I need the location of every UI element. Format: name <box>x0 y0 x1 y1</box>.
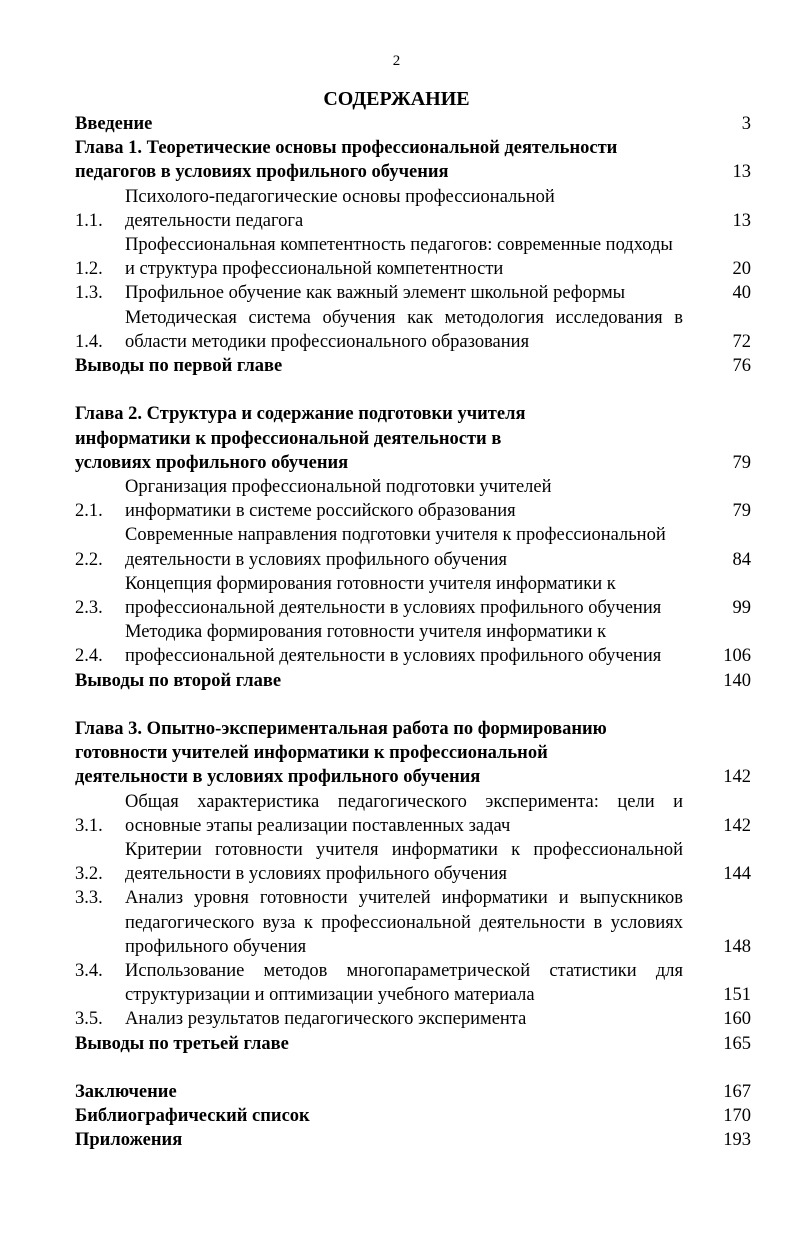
table-of-contents <box>75 112 751 1153</box>
toc-entry-1-3[interactable] <box>75 281 751 305</box>
toc-entry-text: Выводы по второй главе <box>75 670 282 691</box>
toc-entry-2-4[interactable] <box>75 620 751 668</box>
toc-entry-1-4[interactable] <box>75 306 751 354</box>
toc-entry-text: Профессиональная компетентность педагогов: современные подходы и структура профессиональной компетентности <box>125 235 673 280</box>
toc-entry-page: 142 <box>723 767 751 788</box>
toc-entry-text: Методическая система обучения как методология исследования в области методики профессионального образования <box>125 307 683 352</box>
toc-entry-2-2[interactable] <box>75 523 751 571</box>
toc-entry-number: 2.3. <box>75 598 103 619</box>
toc-entry-number: 1.2. <box>75 259 103 280</box>
toc-entry-page: 20 <box>732 259 751 280</box>
toc-entry-page: 79 <box>732 501 751 522</box>
toc-entry-text: Современные направления подготовки учителя к профессиональной деятельности в условиях профильного обучения <box>125 525 666 570</box>
toc-entry-1-1[interactable] <box>75 185 751 233</box>
toc-entry-text: Приложения <box>75 1130 183 1151</box>
toc-entry-page: 72 <box>732 331 751 352</box>
toc-entry-text: Выводы по третьей главе <box>75 1033 289 1054</box>
toc-entry-text: Введение <box>75 114 153 134</box>
toc-entry-page: 40 <box>732 283 751 304</box>
toc-entry-page: 160 <box>723 1009 751 1030</box>
toc-entry-page: 106 <box>723 646 751 667</box>
toc-entry-page: 151 <box>723 985 751 1006</box>
toc-entry-page: 3 <box>741 114 751 134</box>
toc-entry-text: Использование методов многопараметрической статистики для структуризации и оптимизации учебного материала <box>125 961 683 1006</box>
toc-entry-number: 3.3. <box>75 888 103 909</box>
toc-entry-page: 167 <box>723 1082 751 1103</box>
toc-entry-number: 3.2. <box>75 864 103 885</box>
toc-entry-2-3[interactable] <box>75 572 751 620</box>
toc-entry-number: 2.1. <box>75 501 103 522</box>
toc-entry-number: 2.2. <box>75 549 103 570</box>
toc-entry-conclusions-2[interactable] <box>75 669 751 693</box>
toc-entry-number: 3.1. <box>75 815 103 836</box>
toc-entry-text: Общая характеристика педагогического эксперимента: цели и основные этапы реализации поставленных задач <box>125 791 683 836</box>
toc-entry-text: Заключение <box>75 1082 177 1103</box>
toc-entry-page: 170 <box>723 1106 751 1127</box>
toc-entry-text: Концепция формирования готовности учителя информатики к профессиональной деятельности в условиях профильного обучения <box>125 573 662 619</box>
toc-entry-3-4[interactable] <box>75 959 751 1007</box>
toc-entry-conclusion[interactable] <box>75 1080 751 1104</box>
toc-entry-number: 1.1. <box>75 210 103 231</box>
toc-entry-page: 140 <box>723 670 751 691</box>
toc-entry-page: 165 <box>723 1033 751 1054</box>
toc-entry-page: 99 <box>732 598 751 619</box>
spacer <box>75 378 751 402</box>
toc-entry-text: Библиографический список <box>75 1106 310 1127</box>
toc-entry-number: 3.5. <box>75 1009 103 1030</box>
toc-entry-page: 76 <box>732 356 751 377</box>
toc-entry-text: Методика формирования готовности учителя информатики к профессиональной деятельности в условиях профильного обучения <box>125 622 662 667</box>
toc-entry-conclusions-3[interactable] <box>75 1032 751 1056</box>
toc-entry-chapter-2[interactable] <box>75 402 751 475</box>
toc-entry-bibliography[interactable] <box>75 1104 751 1128</box>
toc-entry-text: Глава 2. Структура и содержание подготовки учителя информатики к профессиональной деятельности в условиях профильного обучения <box>75 404 526 473</box>
toc-entry-text: Психолого-педагогические основы профессиональной деятельности педагога <box>125 186 555 231</box>
toc-entry-text: Организация профессиональной подготовки учителей информатики в системе российского образования <box>125 477 552 522</box>
toc-entry-3-3[interactable] <box>75 886 751 959</box>
toc-entry-page: 193 <box>723 1130 751 1151</box>
toc-entry-number: 3.4. <box>75 961 103 982</box>
toc-entry-text: Анализ результатов педагогического эксперимента <box>125 1009 527 1030</box>
toc-entry-intro[interactable] <box>75 112 751 136</box>
page-title: СОДЕРЖАНИЕ <box>323 88 470 110</box>
toc-entry-text: Выводы по первой главе <box>75 356 283 377</box>
toc-entry-1-2[interactable] <box>75 233 751 281</box>
toc-entry-text: Глава 1. Теоретические основы профессиональной деятельности педагогов в условиях профильного обучения <box>75 138 618 183</box>
toc-entry-conclusions-1[interactable] <box>75 354 751 378</box>
toc-entry-3-5[interactable] <box>75 1007 751 1031</box>
toc-entry-3-2[interactable] <box>75 838 751 886</box>
toc-entry-text: Анализ уровня готовности учителей информатики и выпускников педагогического вуза к профессиональной деятельности в условиях профильного обучения <box>125 888 683 957</box>
toc-entry-page: 148 <box>723 936 751 957</box>
toc-entry-chapter-3[interactable] <box>75 717 751 790</box>
toc-entry-2-1[interactable] <box>75 475 751 523</box>
spacer <box>75 1056 751 1080</box>
toc-entry-text: Профильное обучение как важный элемент школьной реформы <box>125 283 626 304</box>
toc-entry-number: 1.3. <box>75 283 103 304</box>
toc-entry-text: Критерии готовности учителя информатики к профессиональной деятельности в условиях профильного обучения <box>125 840 683 885</box>
toc-entry-page: 144 <box>723 864 751 885</box>
toc-entry-appendix[interactable] <box>75 1128 751 1152</box>
toc-entry-page: 13 <box>732 162 751 183</box>
spacer <box>75 693 751 717</box>
toc-entry-chapter-1[interactable] <box>75 136 751 184</box>
toc-entry-page: 79 <box>732 452 751 473</box>
page-number: 2 <box>392 53 401 69</box>
toc-entry-number: 1.4. <box>75 331 103 352</box>
toc-entry-text: Глава 3. Опытно-экспериментальная работа по формированию готовности учителей информатики к профессиональной деятельности в условиях профильного обучения <box>75 719 607 788</box>
toc-entry-page: 13 <box>732 210 751 231</box>
toc-entry-number: 2.4. <box>75 646 103 667</box>
toc-entry-3-1[interactable] <box>75 790 751 838</box>
toc-entry-page: 84 <box>732 549 751 570</box>
toc-entry-page: 142 <box>723 815 751 836</box>
